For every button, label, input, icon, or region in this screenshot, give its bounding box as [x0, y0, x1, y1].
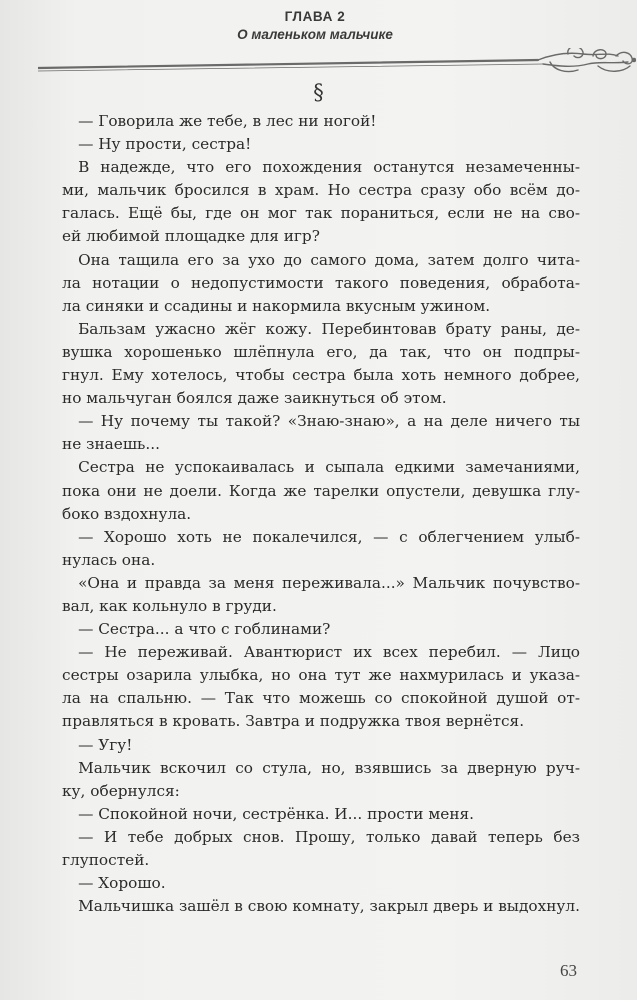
paragraph	[62, 618, 580, 641]
text-line: правляться в кровать. Завтра и подружка твоя вернётся.	[62, 712, 525, 731]
paragraph	[62, 410, 580, 456]
chapter-label: ГЛАВА 2	[284, 9, 346, 24]
flourish-icon	[538, 48, 636, 72]
text-line: галась. Ещё бы, где он мог так пораниться, если не на сво-	[62, 204, 580, 223]
text-line: Бальзам ужасно жёг кожу. Перебинтовав брату раны, де-	[78, 319, 580, 338]
text-line: ей любимой площадке для игр?	[62, 227, 320, 246]
text-line: глупостей.	[62, 851, 150, 869]
text-line: — Ну почему ты такой? «Знаю-знаю», а на деле ничего ты	[78, 412, 580, 431]
text-line: не знаешь...	[62, 435, 160, 454]
page-number: 63	[560, 961, 577, 980]
text-line: — Сестра... а что с гоблинами?	[78, 620, 331, 639]
text-line: ла на спальню. — Так что можешь со спокойной душой от-	[62, 689, 580, 708]
text-line: нулась она.	[62, 550, 156, 569]
text-line: В надежде, что его похождения останутся незамеченны-	[78, 158, 580, 177]
text-line: Мальчишка зашёл в свою комнату, закрыл дверь и выдохнул.	[78, 897, 581, 916]
ornament-line	[38, 60, 543, 71]
text-line: ми, мальчик бросился в храм. Но сестра сразу обо всём до-	[62, 181, 580, 200]
text-line: пока они не доели. Когда же тарелки опустели, девушка глу-	[62, 481, 580, 500]
paragraph	[62, 641, 580, 733]
text-line: — Хорошо.	[78, 874, 166, 893]
section-mark: §	[313, 80, 324, 104]
running-head	[150, 8, 480, 44]
text-line: Мальчик вскочил со стула, но, взявшись за дверную руч-	[78, 758, 580, 777]
paragraph	[62, 526, 580, 572]
text-line: вал, как кольнуло в груди.	[62, 596, 277, 615]
ornamental-rule	[38, 48, 636, 82]
paragraph	[62, 156, 580, 248]
paragraph	[62, 133, 580, 156]
text-line: — Спокойной ночи, сестрёнка. И... прости меня.	[78, 804, 475, 823]
paragraph	[62, 249, 580, 318]
paragraph	[62, 826, 580, 872]
paragraph	[62, 734, 580, 757]
text-line: ла нотации о недопустимости такого поведения, обработа-	[62, 273, 580, 292]
text-line: сестры озарила улыбка, но она тут же нахмурилась и указа-	[62, 666, 580, 685]
paragraph	[62, 757, 580, 803]
paragraph	[62, 110, 580, 133]
text-line: ла синяки и ссадины и накормила вкусным ужином.	[62, 296, 491, 315]
text-line: ку, обернулся:	[62, 781, 180, 800]
paragraph	[62, 895, 580, 918]
text-line: — И тебе добрых снов. Прошу, только давай теперь без	[78, 827, 580, 846]
paragraph	[62, 803, 580, 826]
text-line: Сестра не успокаивалась и сыпала едкими замечаниями,	[78, 458, 580, 477]
text-line: но мальчуган боялся даже заикнуться об этом.	[62, 389, 447, 408]
text-line: Она тащила его за ухо до самого дома, затем долго чита-	[78, 250, 580, 269]
text-line: «Она и правда за меня переживала...» Мальчик почувство-	[78, 573, 580, 592]
paragraph	[62, 872, 580, 895]
text-line: — Хорошо хоть не покалечился, — с облегчением улыб-	[78, 527, 580, 546]
text-line: — Ну прости, сестра!	[78, 135, 252, 154]
text-line: — Говорила же тебе, в лес ни ногой!	[78, 112, 377, 130]
text-line: гнул. Ему хотелось, чтобы сестра была хоть немного добрее,	[62, 366, 580, 385]
paragraph	[62, 572, 580, 618]
text-line: — Не переживай. Авантюрист их всех перебил. — Лицо	[78, 643, 580, 662]
paragraph	[62, 318, 580, 410]
text-line: — Угу!	[78, 735, 133, 754]
text-line: вушка хорошенько шлёпнула его, да так, что он подпры-	[62, 342, 580, 361]
chapter-title: О маленьком мальчике	[237, 27, 393, 42]
text-line: боко вздохнула.	[62, 504, 192, 523]
paragraph	[62, 456, 580, 525]
body-text	[62, 110, 580, 918]
